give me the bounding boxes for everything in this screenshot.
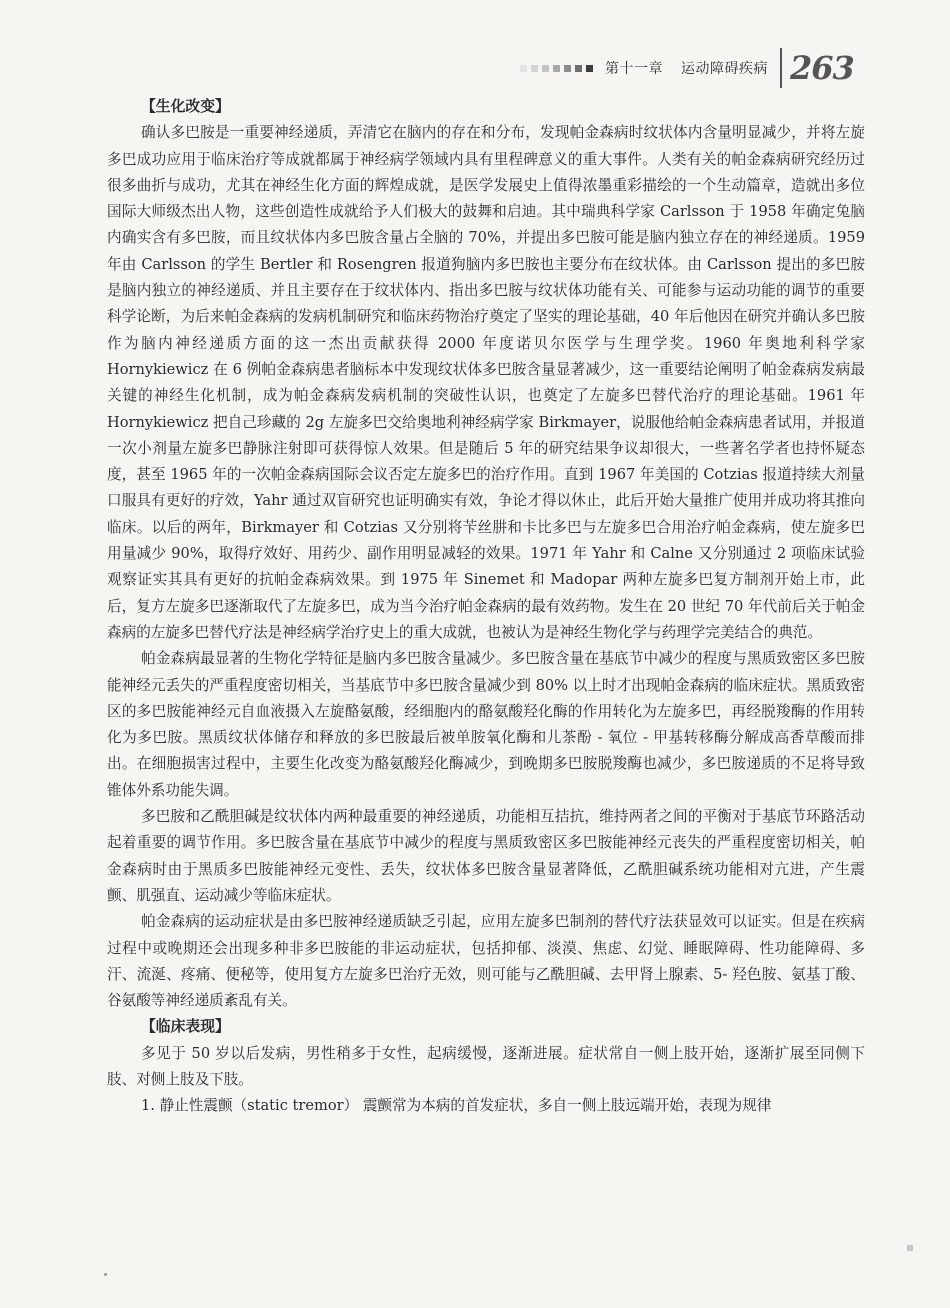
section-heading-biochem: 【生化改变】 (141, 98, 230, 115)
page-number: 263 (790, 49, 854, 87)
paragraph: 帕金森病的运动症状是由多巴胺神经递质缺乏引起，应用左旋多巴制剂的替代疗法获显效可以证实。但是在疾病过程中或晚期还会出现多种非多巴胺能的非运动症状，包括抑郁、淡漠、焦虑、幻觉、睡眠障碍、性功能障碍、多汗、流涎、疼痛、便秘等，使用复方左旋多巴治疗无效，则可能与乙酰胆碱、去甲肾上腺素、5- 羟色胺、氨基丁酸、谷氨酸等神经递质紊乱有关。 (107, 913, 865, 1010)
paragraph: 1. 静止性震颤（static tremor） 震颤常为本病的首发症状，多自一侧上肢远端开始，表现为规律 (141, 1097, 772, 1115)
header-decoration (520, 65, 593, 72)
section-title: 运动障碍疾病 (681, 61, 768, 77)
paragraph: 帕金森病最显著的生物化学特征是脑内多巴胺含量减少。多巴胺含量在基底节中减少的程度与黑质致密区多巴胺能神经元丢失的严重程度密切相关，当基底节中多巴胺含量减少到 80% 以上时才出现帕金森病的临床症状。黑质致密区的多巴胺能神经元自血液摄入左旋酪氨酸，经细胞内的酪氨酸羟化酶的作用转化为左旋多巴，再经脱羧酶的作用转化为多巴胺。黑质纹状体储存和释放的多巴胺最后被单胺氧化酶和儿茶酚 - 氧位 - 甲基转移酶分解成高香草酸而排出。在细胞损害过程中，主要生化改变为酪氨酸羟化酶减少，到晚期多巴胺脱羧酶也减少，多巴胺递质的不足将导致锥体外系功能失调。 (107, 650, 865, 799)
running-header (520, 48, 910, 88)
body-text (107, 94, 865, 1120)
section-heading-clinical: 【临床表现】 (141, 1018, 230, 1036)
chapter-title: 第十一章 (605, 61, 663, 77)
corner-mark (907, 1245, 913, 1251)
paragraph: 确认多巴胺是一重要神经递质，弄清它在脑内的存在和分布，发现帕金森病时纹状体内含量明显减少，并将左旋多巴成功应用于临床治疗等成就都属于神经病学领域内具有里程碑意义的重大事件。人类有关的帕金森病研究经历过很多曲折与成功，尤其在神经生化方面的辉煌成就，是医学发展史上值得浓墨重彩描绘的一个生动篇章，造就出多位国际大师级杰出人物，这些创造性成就给予人们极大的鼓舞和启迪。其中瑞典科学家 Carlsson 于 1958 年确定兔脑内确实含有多巴胺，而且纹状体内多巴胺含量占全脑的 70%，并提出多巴胺可能是脑内独立存在的神经递质。1959 年由 Carlsson 的学生 Bertler 和 Rosengren 报道狗脑内多巴胺也主要分布在纹状体。由 Carlsson 提出的多巴胺是脑内独立的神经递质、并且主要存在于纹状体内、指出多巴胺与纹状体功能有关、可能参与运动功能的调节的重要科学论断，为后来帕金森病的发病机制研究和临床药物治疗奠定了坚实的理论基础，40 年后他因在研究并确认多巴胺作为脑内神经递质方面的这一杰出贡献获得 2000 年度诺贝尔医学与生理学奖。1960 年奥地利科学家 Hornykiewicz 在 6 例帕金森病患者脑标本中发现纹状体多巴胺含量显著减少，这一重要结论阐明了帕金森病发病最关键的神经生化机制，成为帕金森病发病机制的突破性认识，也奠定了左旋多巴替代治疗的理论基础。1961 年 Hornykiewicz 把自己珍藏的 2g 左旋多巴交给奥地利神经病学家 Birkmayer，说服他给帕金森病患者试用，并报道一次小剂量左旋多巴静脉注射即可获得惊人效果。但是随后 5 年的研究结果争议却很大，一些著名学者也持怀疑态度，甚至 1965 年的一次帕金森病国际会议否定左旋多巴的治疗作用。直到 1967 年美国的 Cotzias 报道持续大剂量口服具有更好的疗效，Yahr 通过双盲研究也证明确实有效，争论才得以休止，此后开始大量推广使用并成功将其推向临床。以后的两年，Birkmayer 和 Cotzias 又分别将苄丝肼和卡比多巴与左旋多巴合用治疗帕金森病，使左旋多巴用量减少 90%，取得疗效好、用药少、副作用明显减轻的效果。1971 年 Yahr 和 Calne 又分别通过 2 项临床试验观察证实其具有更好的抗帕金森病效果。到 1975 年 Sinemet 和 Madopar 两种左旋多巴复方制剂开始上市，此后，复方左旋多巴逐渐取代了左旋多巴，成为当今治疗帕金森病的最有效药物。发生在 20 世纪 70 年代前后关于帕金森病的左旋多巴替代疗法是神经病学治疗史上的重大成就，也被认为是神经生物化学与药理学完美结合的典范。 (107, 124, 865, 641)
paragraph: 多见于 50 岁以后发病，男性稍多于女性，起病缓慢，逐渐进展。症状常自一侧上肢开始，逐渐扩展至同侧下肢、对侧上肢及下肢。 (107, 1044, 865, 1088)
header-divider (780, 48, 782, 88)
scan-speck (104, 1273, 107, 1276)
paragraph: 多巴胺和乙酰胆碱是纹状体内两种最重要的神经递质，功能相互拮抗，维持两者之间的平衡对于基底节环路活动起着重要的调节作用。多巴胺含量在基底节中减少的程度与黑质致密区多巴胺能神经元丧失的严重程度密切相关，帕金森病时由于黑质多巴胺能神经元变性、丢失，纹状体多巴胺含量显著降低，乙酰胆碱系统功能相对亢进，产生震颤、肌强直、运动减少等临床症状。 (107, 808, 865, 904)
